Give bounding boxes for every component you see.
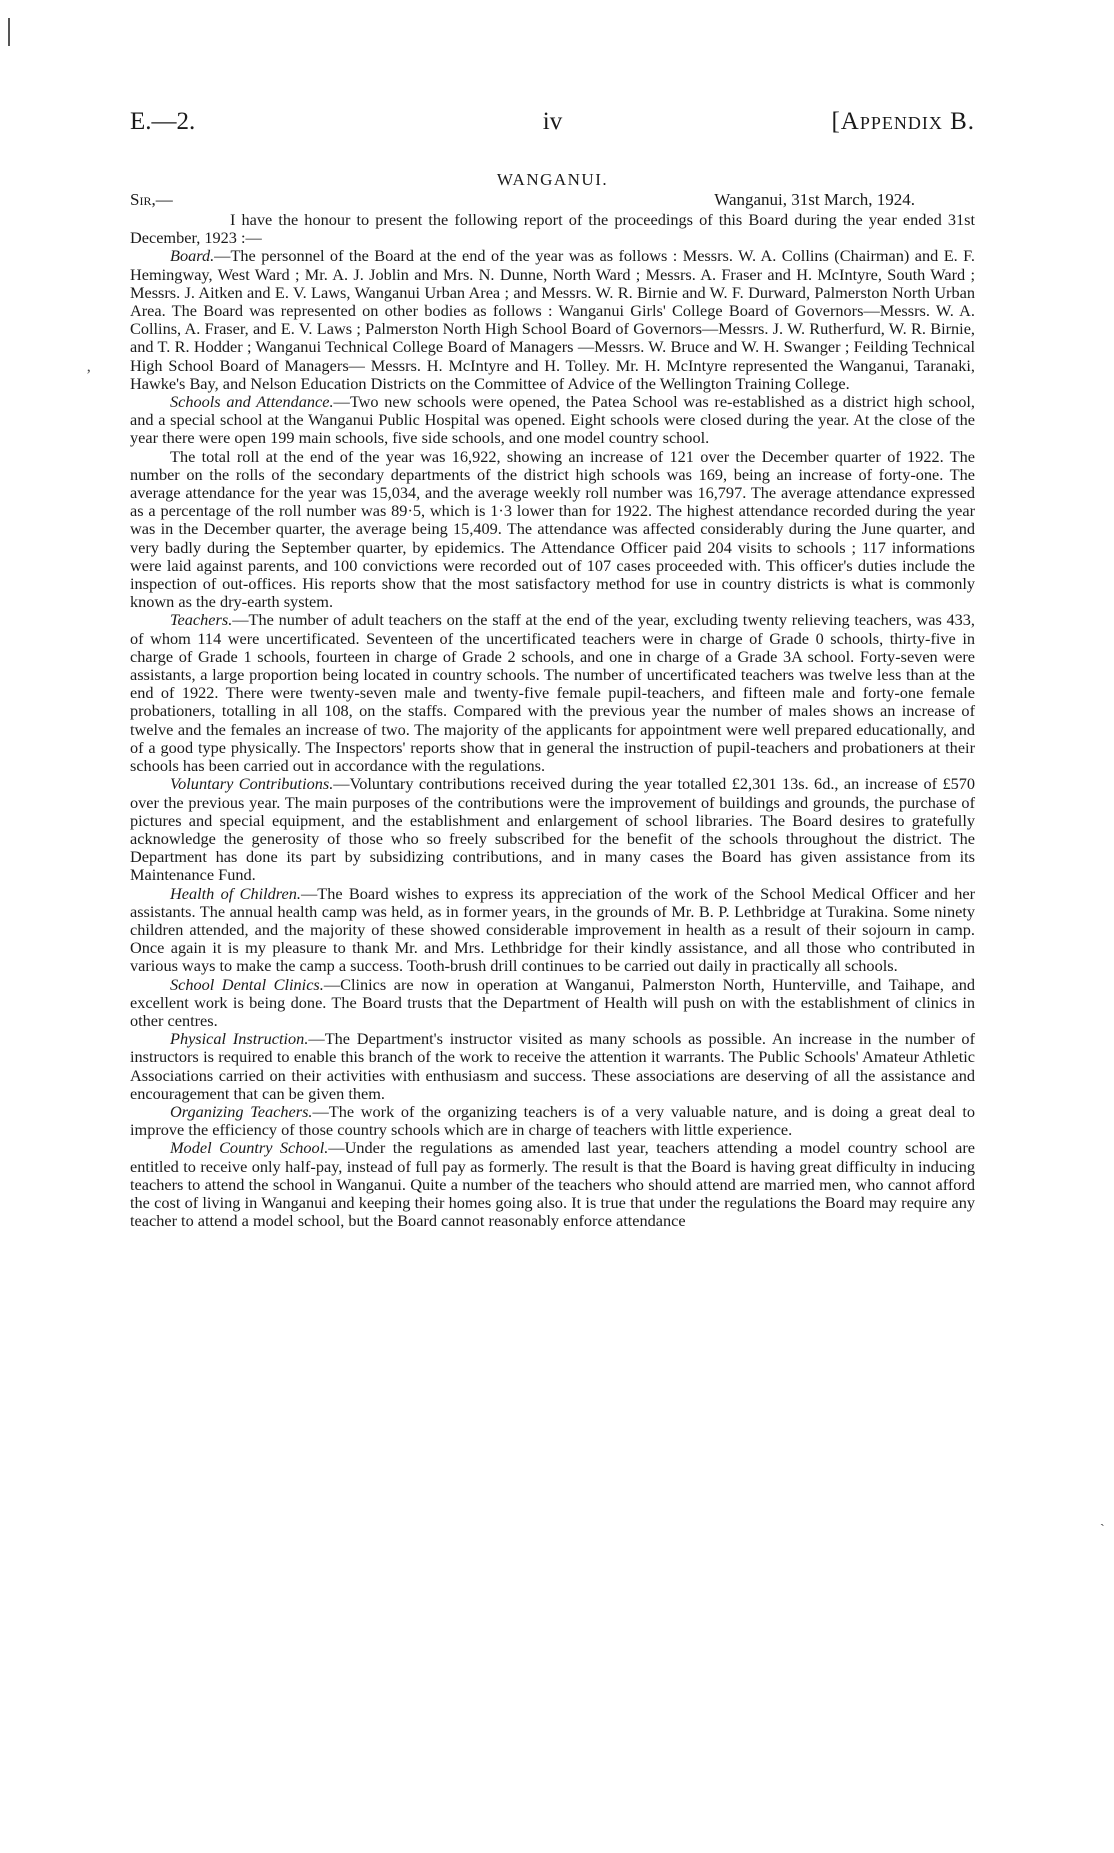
paragraph-text: —The personnel of the Board at the end of the year was as follows : Messrs. W. A. Collins (Chairman) and E. F. Hemingway, West Ward ; Mr. A. J. Joblin and Mrs. N. Dunne, North Ward ; Messrs. A. Fraser and H. McIntyre, South Ward ; Messrs. J. Aitken and E. V. Laws, Wanganui Urban Area ; and Messrs. W. R. Birnie and W. F. Durward, Palmerston North Urban Area. The Board was represented on other bodies as follows : Wanganui Girls' College Board of Governors—Messrs. W. A. Collins, A. Fraser, and E. V. Laws ; Palmerston North High School Board of Governors—Messrs. J. W. Rutherfurd, W. R. Birnie, and T. R. Hodder ; Wanganui Technical College Board of Managers —Messrs. W. Bruce and W. H. Swanger ; Feilding Technical High School Board of Managers— Messrs. H. McIntyre and H. Tolley. Mr. H. McIntyre represented the Wanganui, Taranaki, Hawke's Bay, and Nelson Education Districts on the Committee of Advice of the Wellington Training College. [130,246,975,393]
section-heading: Organizing Teachers. [170,1101,313,1121]
paragraph-text: I have the honour to present the following report of the proceedings of this Board during the year ended 31st December, 1923 :— [130,210,975,248]
paragraph-text: —Two new schools were opened, the Patea School was re-established as a district high school, and a special school at the Wanganui Public Hospital was opened. Eight schools were closed during the year. At the close of the year there were open 199 main schools, five side schools, and one model country school. [130,392,975,448]
scan-mark [8,18,10,46]
paragraph-text: —Under the regulations as amended last year, teachers attending a model country school are entitled to receive only half-pay, instead of full pay as formerly. The result is that the Board is having great difficulty in inducing teachers to attend the school in Wanganui. Quite a number of the teachers who should attend are married men, who cannot afford the cost of living in Wanganui and keeping their homes going also. It is true that under the regulations the Board may require any teacher to attend a model school, but the Board cannot reasonably enforce attendance [130,1138,975,1231]
section-heading: Teachers. [170,610,233,630]
section-heading: Voluntary Contributions. [170,774,334,794]
paragraph-roll [130,448,975,612]
paragraph-text: —The work of the organizing teachers is of a very valuable nature, and is doing a great deal to improve the efficiency of those country schools which are in charge of teachers with little experience. [130,1101,975,1140]
paragraph-text: —Clinics are now in operation at Wanganui, Palmerston North, Hunterville, and Taihape, and excellent work is being done. The Board trusts that the Department of Health will push on with the establishment of clinics in other centres. [130,974,976,1030]
paragraph-text: —The Department's instructor visited as many schools as possible. An increase in the number of instructors is required to enable this branch of the work to receive the attention it warrants. The Public Schools' Amateur Athletic Associations carried on their activities with enthusiasm and success. These associations are deserving of all the assistance and encouragement that can be given them. [130,1029,975,1103]
section-heading: Physical Instruction. [170,1029,309,1049]
paragraph-model-school [130,1139,975,1230]
salutation: Sir,— [130,190,173,209]
section-heading: Board. [170,246,215,266]
page-header [130,108,975,148]
margin-mark: ˏ [1100,1512,1105,1527]
paragraph-physical-instruction [130,1030,975,1103]
section-heading: Schools and Attendance. [170,392,334,412]
paragraph-board [130,247,975,393]
paragraph-health [130,885,975,976]
paragraph-dental-clinics [130,976,975,1031]
paragraph-intro [130,211,975,247]
paragraph-text: The total roll at the end of the year was 16,922, showing an increase of 121 over the December quarter of 1922. The number on the rolls of the secondary departments of the district high schools was 169, being an increase of forty-one. The average attendance for the year was 15,034, and the average weekly roll number was 16,797. The average attendance expressed as a percentage of the roll number was 89·5, which is 1·3 lower than for 1922. The highest attendance recorded during the year was in the December quarter, the average being 15,409. The attendance was affected considerably during the June quarter, and very badly during the September quarter, by epidemics. The Attendance Officer paid 204 visits to schools ; 117 informations were laid against parents, and 100 convictions were recorded out of 107 cases proceeded with. This officer's duties include the inspection of out-offices. His reports show that the most satisfactory method for use in country districts is what is commonly known as the dry-earth system. [130,446,975,612]
page-number: iv [542,108,563,135]
section-heading: Health of Children. [170,883,301,903]
section-heading: Model Country School. [170,1138,329,1158]
paragraph-text: —Voluntary contributions received during the year totalled £2,301 13s. 6d., an increase of £570 over the previous year. The main purposes of the contributions were the improvement of buildings and grounds, the purchase of pictures and special equipment, and the establishment and enlargement of school libraries. The Board desires to gratefully acknowledge the generosity of those who so freely subscribed for the benefit of the schools throughout the district. The Department has done its part by subsidizing contributions, and in many cases the Board has given assistance from its Maintenance Fund. [130,774,976,885]
salutation-line [130,190,975,210]
paragraph-text: —The number of adult teachers on the staff at the end of the year, excluding twenty relieving teachers, was 433, of whom 114 were uncertificated. Seventeen of the uncertificated teachers were in charge of Grade 0 schools, thirty-five in charge of Grade 1 schools, fourteen in charge of Grade 2 schools, and one in charge of a Grade 3A school. Forty-seven were assistants, a large proportion being located in country schools. The number of uncertificated teachers was twelve less than at the end of 1922. There were twenty-seven male and twenty-five female pupil-teachers, and fifteen male and forty-one female probationers, totalling in all 108, on the staffs. Compared with the previous year the number of males shows an increase of twelve and the females an increase of two. The majority of the applicants for appointment were well prepared educationally, and of a good type physically. The Inspectors' reports show that in general the instruction of pupil-teachers and probationers at their schools has been carried out in accordance with the regulations. [130,610,975,776]
section-heading: School Dental Clinics. [170,974,324,994]
letter-date: Wanganui, 31st March, 1924. [714,190,915,209]
paragraph-schools-attendance [130,393,975,448]
paragraph-teachers [130,611,975,775]
header-reference: E.—2. [130,108,196,135]
paragraph-text: —The Board wishes to express its appreciation of the work of the School Medical Officer and her assistants. The annual health camp was held, as in former years, in the grounds of Mr. B. P. Lethbridge at Turakina. Some ninety children attended, and the majority of these showed considerable improvement in health as a result of their sojourn in camp. Once again it is my pleasure to thank Mr. and Mrs. Lethbridge for their kindly assistance, and all those who contributed in various ways to make the camp a success. Tooth-brush drill continues to be carried out daily in practically all schools. [130,883,975,976]
paragraph-organizing-teachers [130,1103,975,1139]
header-appendix: [Appendix B. [831,108,975,135]
paragraph-voluntary-contributions [130,775,975,884]
report-body [130,211,975,1230]
report-title: WANGANUI. [496,170,609,189]
margin-mark: ‚ [86,358,92,375]
